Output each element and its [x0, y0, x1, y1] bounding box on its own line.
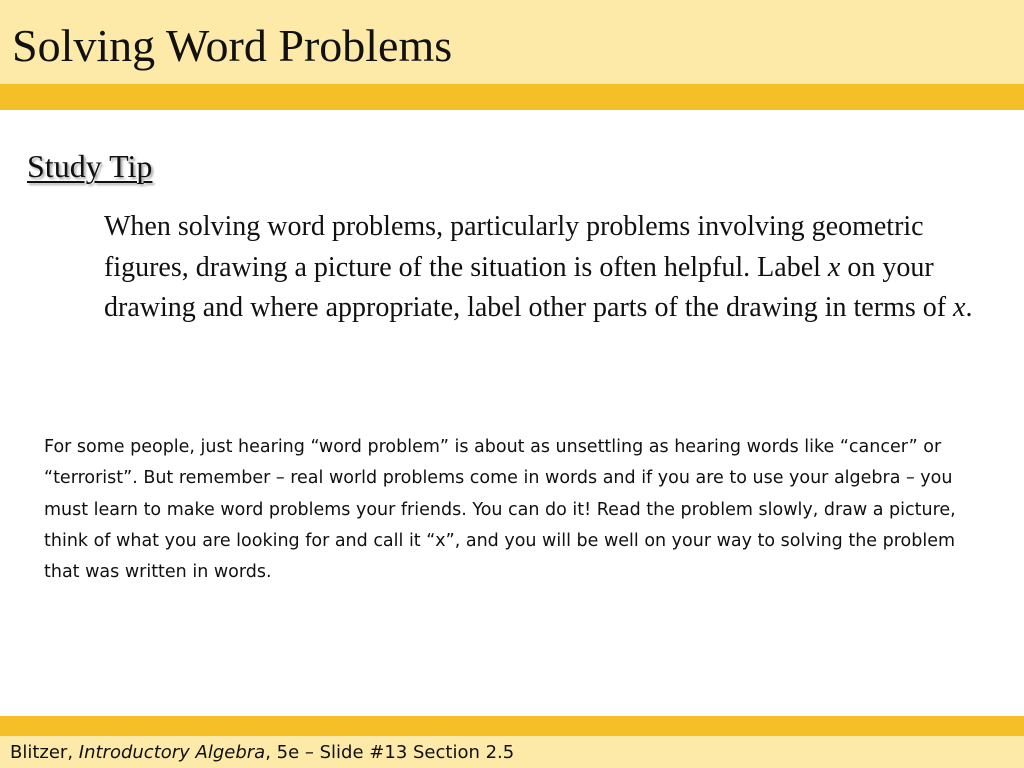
- slide-footer: [0, 736, 1024, 768]
- study-tip-text-part-3: .: [965, 292, 973, 323]
- variable-x: x: [827, 251, 841, 283]
- footer-author: Blitzer,: [10, 742, 79, 763]
- footer-book-title: Introductory Algebra: [78, 742, 266, 763]
- header-accent-band: [0, 84, 1024, 110]
- slide-title: Solving Word Problems: [12, 20, 453, 71]
- footer-accent-band: [0, 716, 1024, 736]
- study-tip-text: [104, 207, 974, 329]
- footer-citation: [10, 741, 514, 765]
- study-tip-text-part-2: on your drawing and where appropriate, label other parts of the drawing in terms of: [104, 251, 954, 323]
- slide-header: [0, 0, 1024, 84]
- study-tip-heading: Study Tip: [27, 148, 153, 184]
- study-tip-text-part-1: When solving word problems, particularly problems involving geometric figures, drawing a picture of the situation is often helpful. Label: [104, 211, 924, 283]
- footer-slide-info: , 5e – Slide #13 Section 2.5: [265, 742, 515, 763]
- body-paragraph: For some people, just hearing “word problem” is about as unsettling as hearing words like “cancer” or “terrorist”. But remember – real world problems come in words and if you are to use your algebra – you must learn to make word problems your friends. You can do it! Read the problem slowly, draw a picture, think of what you are looking for and call it “x”, and you will be well on your way to solving the problem that was written in words.: [44, 437, 956, 583]
- slide-content: [0, 110, 1024, 716]
- variable-x: x: [953, 292, 966, 323]
